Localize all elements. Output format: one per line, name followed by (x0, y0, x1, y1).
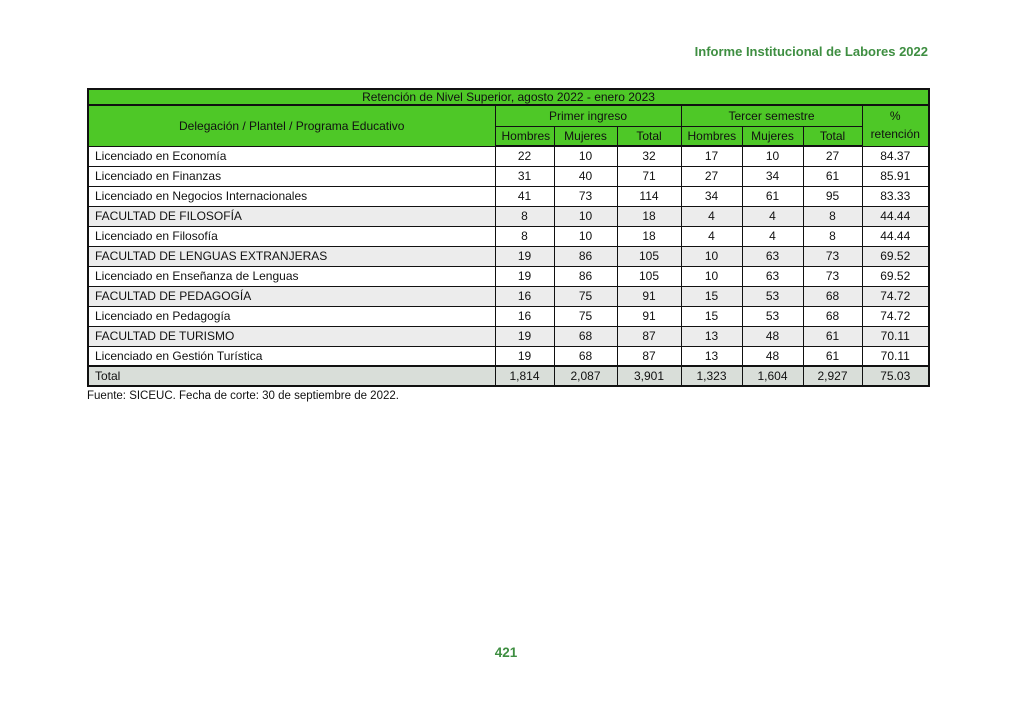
row-value: 27 (803, 146, 862, 166)
row-label: FACULTAD DE LENGUAS EXTRANJERAS (88, 246, 495, 266)
row-value: 10 (681, 266, 742, 286)
row-value: 15 (681, 286, 742, 306)
column-group-primer-ingreso: Primer ingreso (495, 105, 681, 126)
row-value: 71 (617, 166, 681, 186)
row-value: 44.44 (862, 206, 929, 226)
row-value: 73 (803, 266, 862, 286)
row-value: 85.91 (862, 166, 929, 186)
table-row (88, 186, 929, 206)
row-label: Licenciado en Enseñanza de Lenguas (88, 266, 495, 286)
row-value: 10 (681, 246, 742, 266)
table-header-group-row (88, 105, 929, 126)
row-value: 8 (803, 226, 862, 246)
row-value: 27 (681, 166, 742, 186)
row-value: 16 (495, 306, 554, 326)
retention-table (87, 88, 930, 387)
row-value: 4 (742, 226, 803, 246)
row-value: 4 (742, 206, 803, 226)
row-value: 74.72 (862, 286, 929, 306)
row-value: 91 (617, 286, 681, 306)
row-value: 53 (742, 286, 803, 306)
row-label: Licenciado en Finanzas (88, 166, 495, 186)
row-value: 61 (803, 346, 862, 366)
row-value: 13 (681, 326, 742, 346)
table-body (88, 146, 929, 386)
row-value: 16 (495, 286, 554, 306)
row-value: 63 (742, 266, 803, 286)
row-value: 68 (554, 346, 617, 366)
column-header-retencion (862, 105, 929, 146)
row-label: Licenciado en Economía (88, 146, 495, 166)
row-value: 10 (742, 146, 803, 166)
row-value: 95 (803, 186, 862, 206)
table-row (88, 366, 929, 386)
row-label: Licenciado en Filosofía (88, 226, 495, 246)
table-title-row (88, 89, 929, 105)
row-value: 22 (495, 146, 554, 166)
row-value: 63 (742, 246, 803, 266)
row-value: 91 (617, 306, 681, 326)
row-value: 114 (617, 186, 681, 206)
row-value: 1,604 (742, 366, 803, 386)
row-value: 19 (495, 246, 554, 266)
table-row (88, 306, 929, 326)
source-note: Fuente: SICEUC. Fecha de corte: 30 de septiembre de 2022. (87, 390, 399, 402)
row-value: 75 (554, 306, 617, 326)
row-value: 69.52 (862, 246, 929, 266)
row-value: 86 (554, 266, 617, 286)
column-header-programa: Delegación / Plantel / Programa Educativo (88, 105, 495, 146)
subheader-hombres-primer: Hombres (495, 126, 554, 146)
row-value: 10 (554, 146, 617, 166)
row-value: 31 (495, 166, 554, 186)
row-value: 34 (681, 186, 742, 206)
row-value: 18 (617, 206, 681, 226)
row-value: 53 (742, 306, 803, 326)
subheader-total-tercer: Total (803, 126, 862, 146)
table-row (88, 286, 929, 306)
table-row (88, 146, 929, 166)
row-label: Licenciado en Pedagogía (88, 306, 495, 326)
report-header-title: Informe Institucional de Labores 2022 (694, 44, 928, 59)
table-title: Retención de Nivel Superior, agosto 2022 - enero 2023 (88, 89, 929, 105)
column-group-tercer-semestre: Tercer semestre (681, 105, 862, 126)
row-value: 4 (681, 226, 742, 246)
row-value: 73 (554, 186, 617, 206)
row-value: 105 (617, 246, 681, 266)
row-value: 48 (742, 346, 803, 366)
row-value: 15 (681, 306, 742, 326)
row-value: 70.11 (862, 346, 929, 366)
row-label: Total (88, 366, 495, 386)
row-value: 83.33 (862, 186, 929, 206)
table-row (88, 166, 929, 186)
table-row (88, 346, 929, 366)
row-label: FACULTAD DE PEDAGOGÍA (88, 286, 495, 306)
row-value: 75.03 (862, 366, 929, 386)
table-section (87, 88, 928, 402)
row-value: 41 (495, 186, 554, 206)
retencion-label: retención (870, 126, 920, 141)
row-value: 4 (681, 206, 742, 226)
table-row (88, 206, 929, 226)
row-value: 61 (803, 166, 862, 186)
retencion-percent-sign: % (889, 109, 901, 124)
row-value: 61 (742, 186, 803, 206)
row-value: 68 (803, 286, 862, 306)
row-value: 19 (495, 346, 554, 366)
row-value: 19 (495, 266, 554, 286)
row-value: 105 (617, 266, 681, 286)
row-value: 48 (742, 326, 803, 346)
row-value: 32 (617, 146, 681, 166)
row-value: 70.11 (862, 326, 929, 346)
row-label: Licenciado en Gestión Turística (88, 346, 495, 366)
table-row (88, 246, 929, 266)
table-row (88, 326, 929, 346)
row-value: 44.44 (862, 226, 929, 246)
row-label: Licenciado en Negocios Internacionales (88, 186, 495, 206)
row-value: 1,323 (681, 366, 742, 386)
subheader-mujeres-tercer: Mujeres (742, 126, 803, 146)
row-value: 68 (554, 326, 617, 346)
row-value: 1,814 (495, 366, 554, 386)
row-value: 86 (554, 246, 617, 266)
row-label: FACULTAD DE FILOSOFÍA (88, 206, 495, 226)
row-value: 8 (495, 206, 554, 226)
row-value: 2,087 (554, 366, 617, 386)
row-value: 69.52 (862, 266, 929, 286)
row-value: 87 (617, 346, 681, 366)
row-value: 61 (803, 326, 862, 346)
row-value: 73 (803, 246, 862, 266)
row-value: 17 (681, 146, 742, 166)
row-value: 3,901 (617, 366, 681, 386)
row-value: 75 (554, 286, 617, 306)
row-value: 10 (554, 206, 617, 226)
subheader-mujeres-primer: Mujeres (554, 126, 617, 146)
row-value: 34 (742, 166, 803, 186)
row-label: FACULTAD DE TURISMO (88, 326, 495, 346)
table-row (88, 266, 929, 286)
table-row (88, 226, 929, 246)
subheader-total-primer: Total (617, 126, 681, 146)
row-value: 19 (495, 326, 554, 346)
row-value: 10 (554, 226, 617, 246)
row-value: 68 (803, 306, 862, 326)
row-value: 8 (803, 206, 862, 226)
row-value: 87 (617, 326, 681, 346)
row-value: 84.37 (862, 146, 929, 166)
row-value: 74.72 (862, 306, 929, 326)
row-value: 40 (554, 166, 617, 186)
subheader-hombres-tercer: Hombres (681, 126, 742, 146)
row-value: 18 (617, 226, 681, 246)
row-value: 8 (495, 226, 554, 246)
row-value: 13 (681, 346, 742, 366)
page-number: 421 (494, 645, 518, 660)
row-value: 2,927 (803, 366, 862, 386)
